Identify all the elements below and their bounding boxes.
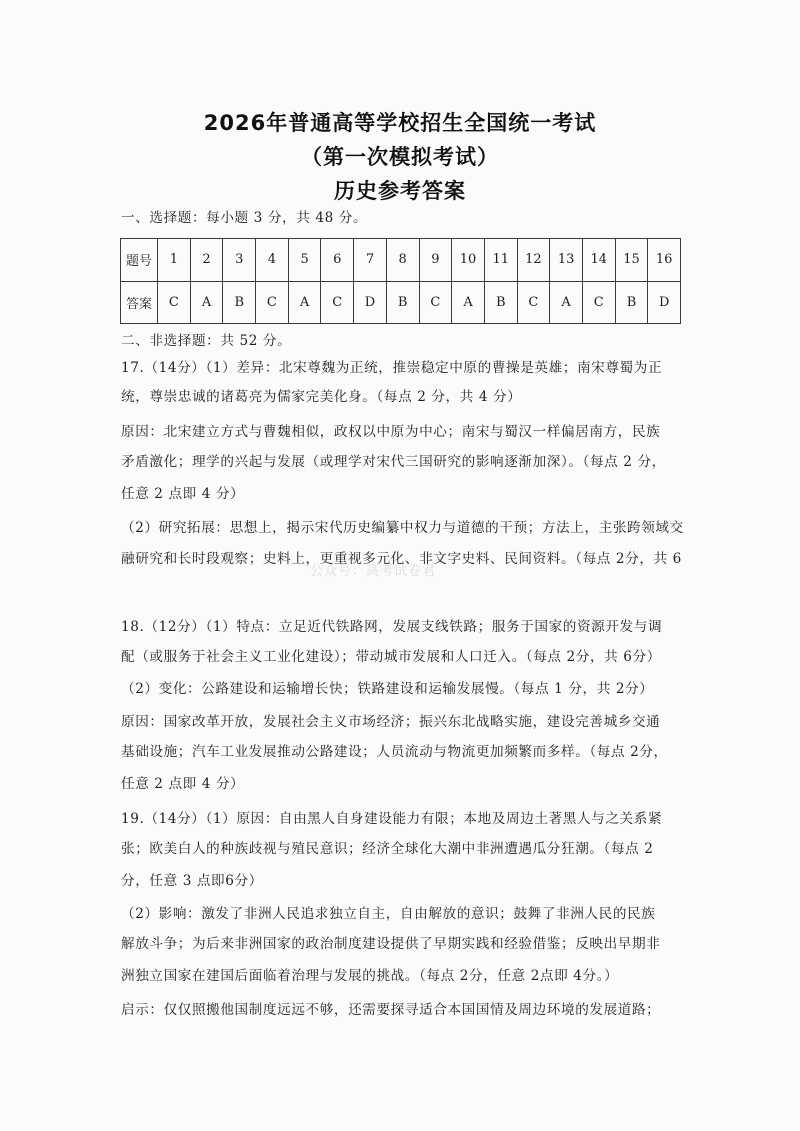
answer-cell: B <box>386 281 419 324</box>
q19-text-line: 启示：仅仅照搬他国制度远远不够，还需要探寻适合本国国情及周边环境的发展道路； <box>121 1002 661 1018</box>
q18-text-line: 基础设施；汽车工业发展推动公路建设；人员流动与物流更加频繁而多样。（每点 2分， <box>121 744 668 760</box>
answer-cell: B <box>223 281 256 324</box>
question-number: 12 <box>517 239 550 282</box>
question-number: 16 <box>648 239 681 282</box>
question-number: 5 <box>288 239 321 282</box>
q17-text-line: 统，尊崇忠诚的诸葛亮为儒家完美化身。（每点 2 分，共 4 分） <box>121 389 522 405</box>
q17-text-line: 矛盾激化；理学的兴起与发展（或理学对宋代三国研究的影响逐渐加深）。（每点 2 分， <box>121 454 666 470</box>
section2-heading: 二、非选择题：共 52 分。 <box>121 333 292 349</box>
answer-cell: C <box>517 281 550 324</box>
answer-cell: A <box>452 281 485 324</box>
question-number: 1 <box>158 239 191 282</box>
q19-text-line: 解放斗争；为后来非洲国家的政治制度建设提供了早期实践和经验借鉴；反映出早期非 <box>121 936 661 952</box>
answer-cell: C <box>419 281 452 324</box>
answer-cell: D <box>648 281 681 324</box>
question-number-row <box>121 239 681 282</box>
question-number: 11 <box>484 239 517 282</box>
question-number: 10 <box>452 239 485 282</box>
question-number: 3 <box>223 239 256 282</box>
question-number: 7 <box>354 239 387 282</box>
question-number: 13 <box>550 239 583 282</box>
answer-row <box>121 281 681 324</box>
question-number: 15 <box>615 239 648 282</box>
answer-cell: C <box>582 281 615 324</box>
question-number: 14 <box>582 239 615 282</box>
q19-text-line: 张；欧美白人的种族歧视与殖民意识；经济全球化大潮中非洲遭遇瓜分狂潮。（每点 2 <box>121 841 654 857</box>
question-number: 6 <box>321 239 354 282</box>
q18-text-line: 任意 2 点即 4 分） <box>121 776 245 792</box>
q18-text-line: 原因：国家改革开放，发展社会主义市场经济；振兴东北战略实施，建设完善城乡交通 <box>121 714 661 730</box>
answer-cell: A <box>190 281 223 324</box>
row-label-number: 题号 <box>121 239 158 282</box>
question-number: 8 <box>386 239 419 282</box>
q19-text-line: （2）影响：激发了非洲人民追求独立自主，自由解放的意识；鼓舞了非洲人民的民族 <box>121 906 656 922</box>
document-title: 历史参考答案 <box>334 179 466 203</box>
q19-text-line: 洲独立国家在建国后面临着治理与发展的挑战。（每点 2分，任意 2点即 4分。） <box>121 968 619 984</box>
answer-table <box>120 238 681 324</box>
q19-text-line: 分，任意 3 点即6分） <box>121 873 263 889</box>
q17-text-line: 原因：北宋建立方式与曹魏相似，政权以中原为中心；南宋与蜀汉一样偏居南方，民族 <box>121 424 661 440</box>
section1-heading: 一、选择题：每小题 3 分，共 48 分。 <box>121 210 368 226</box>
q18-text-line: 18.（12分）（1）特点：立足近代铁路网，发展支线铁路；服务于国家的资源开发与调 <box>121 619 663 635</box>
q18-text-line: 配（或服务于社会主义工业化建设）；带动城市发展和人口迁入。（每点 2分，共 6分） <box>121 649 661 665</box>
q17-text-line: 17.（14分）（1）差异：北宋尊魏为正统，推崇稳定中原的曹操是英雄；南宋尊蜀为正 <box>121 360 663 376</box>
question-number: 2 <box>190 239 223 282</box>
answer-cell: C <box>321 281 354 324</box>
question-number: 9 <box>419 239 452 282</box>
answer-cell: B <box>484 281 517 324</box>
answer-cell: B <box>615 281 648 324</box>
q19-text-line: 19.（14分）（1）原因：自由黑人自身建设能力有限；本地及周边土著黑人与之关系紧 <box>121 811 663 827</box>
answer-cell: A <box>288 281 321 324</box>
watermark: 公众号：高考试卷君 <box>310 564 437 579</box>
answer-cell: D <box>354 281 387 324</box>
q17-text-line: 融研究和长时段观察；史料上，更重视多元化、非文字史料、民间资料。（每点 2分，共 6 <box>121 551 682 567</box>
exam-subtitle: （第一次模拟考试） <box>301 145 499 169</box>
answer-cell: C <box>158 281 191 324</box>
answer-cell: C <box>256 281 289 324</box>
row-label-answer: 答案 <box>121 281 158 324</box>
exam-title: 2026年普通高等学校招生全国统一考试 <box>203 111 597 135</box>
q17-text-line: （2）研究拓展：思想上，揭示宋代历史编纂中权力与道德的干预；方法上，主张跨领域交 <box>121 520 684 536</box>
q17-text-line: 任意 2 点即 4 分） <box>121 486 245 502</box>
q18-text-line: （2）变化：公路建设和运输增长快；铁路建设和运输发展慢。（每点 1 分，共 2分） <box>121 681 654 697</box>
question-number: 4 <box>256 239 289 282</box>
answer-cell: A <box>550 281 583 324</box>
